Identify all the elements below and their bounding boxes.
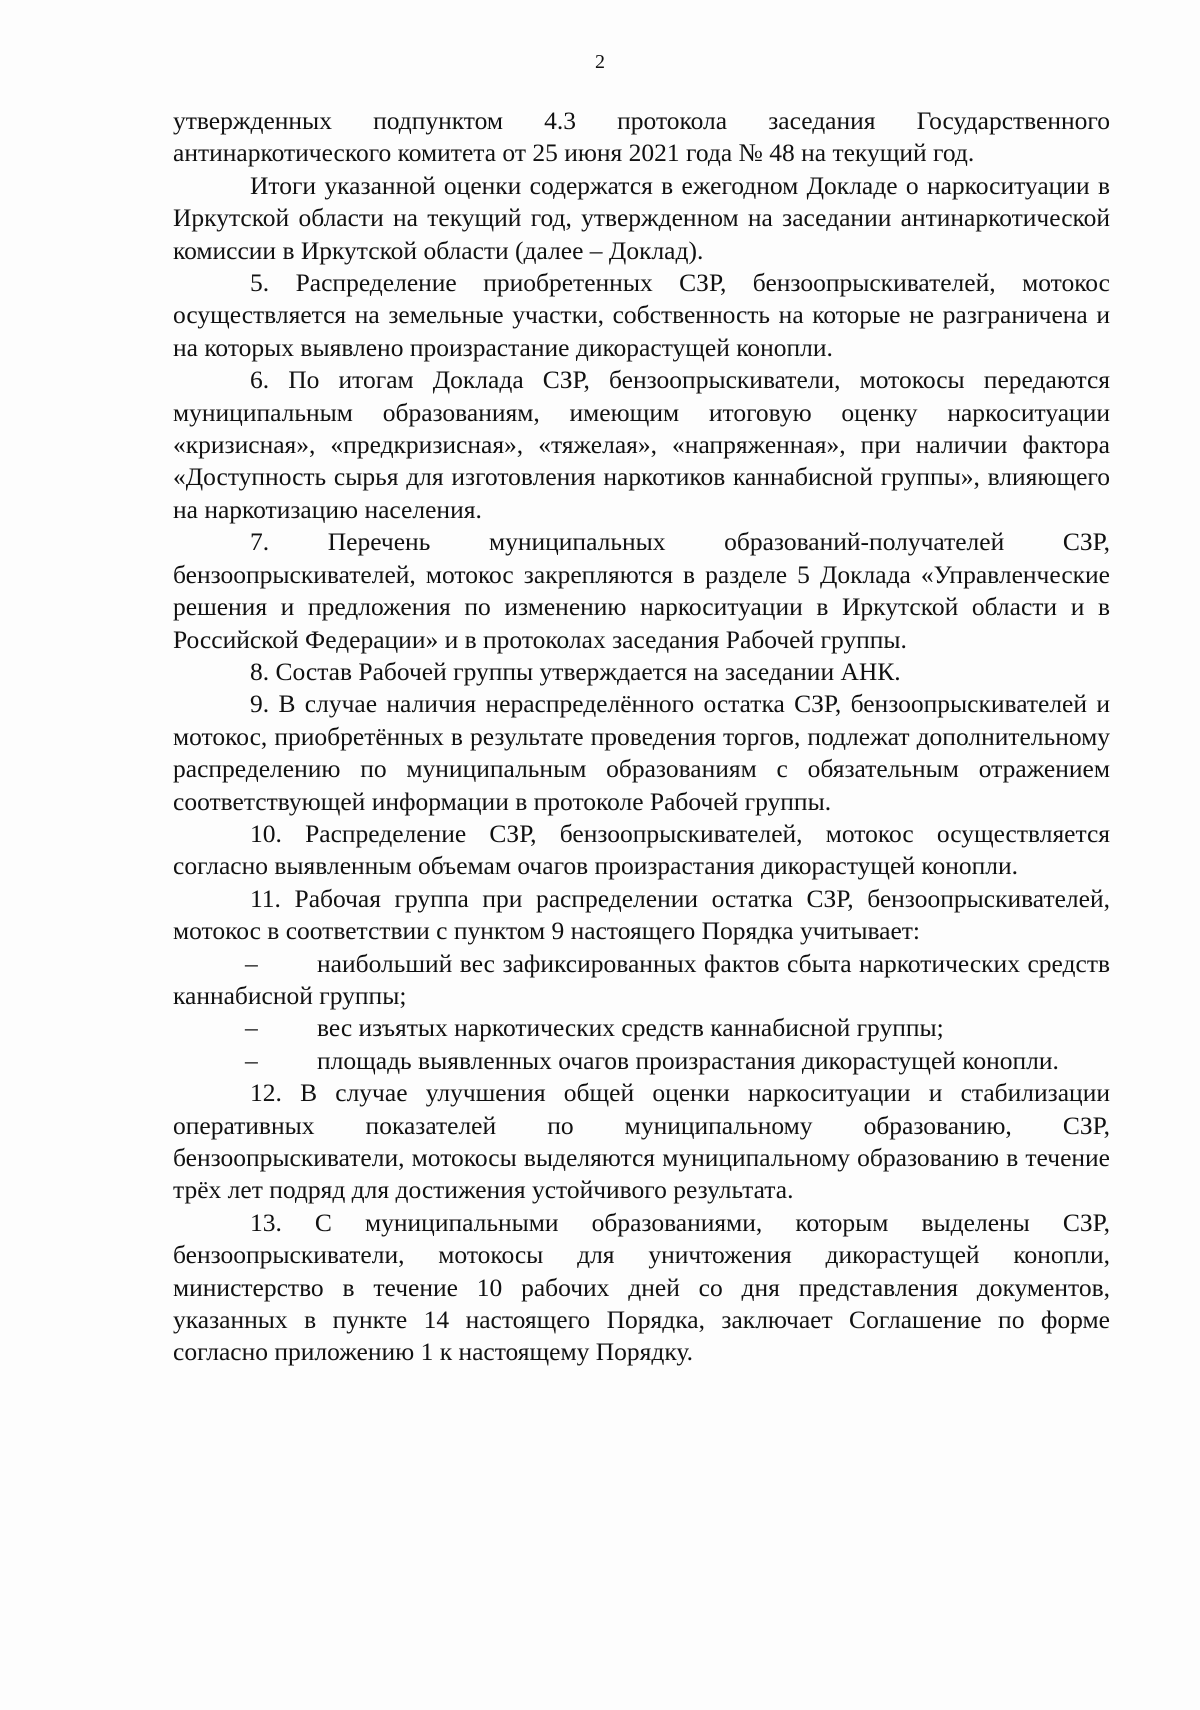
paragraph-item-8: 8. Состав Рабочей группы утверждается на заседании АНК. [250,656,901,686]
paragraph-item-5: 5. Распределение приобретенных СЗР, бензоопрыскивателей, мотокос осуществляется на земельные участки, собственность на которые не разграничена и на которых выявлено произрастание дикорастущей конопли. [173,268,1110,362]
list-item-text: наибольший вес зафиксированных фактов сбыта наркотических средств каннабисной группы; [173,948,1110,1010]
paragraph-item-13: 13. С муниципальными образованиями, которым выделены СЗР, бензоопрыскиватели, мотокосы для уничтожения дикорастущей конопли, министерство в течение 10 рабочих дней со дня представления документов, указанных в пункте 14 настоящего Порядка, заключает Соглашение по форме согласно приложению 1 к настоящему Порядку. [173,1207,1110,1367]
document-body [173,105,1110,1369]
paragraph-results: Итоги указанной оценки содержатся в ежегодном Докладе о наркоситуации в Иркутской области на текущий год, утвержденном на заседании антинаркотической комиссии в Иркутской области (далее – Доклад). [173,170,1110,265]
dash-marker: – [245,1013,258,1043]
list-item [173,1012,1110,1044]
paragraph-item-12: 12. В случае улучшения общей оценки наркоситуации и стабилизации оперативных показателей по муниципальному образованию, СЗР, бензоопрыскиватели, мотокосы выделяются муниципальному образованию в течение трёх лет подряд для достижения устойчивого результата. [173,1078,1110,1205]
list-item [173,948,1110,1013]
paragraph-item-11: 11. Рабочая группа при распределении остатка СЗР, бензоопрыскивателей, мотокос в соответствии с пунктом 9 настоящего Порядка учитывает: [173,883,1110,946]
paragraph-continuation: утвержденных подпунктом 4.3 протокола заседания Государственного антинаркотического комитета от 25 июня 2021 года № 48 на текущий год. [173,106,1110,168]
list-item-text: площадь выявленных очагов произрастания дикорастущей конопли. [317,1045,1059,1075]
paragraph-item-6: 6. По итогам Доклада СЗР, бензоопрыскиватели, мотокосы передаются муниципальным образованиям, имеющим итоговую оценку наркоситуации «кризисная», «предкризисная», «тяжелая», «напряженная», при наличии фактора «Доступность сырья для изготовления наркотиков каннабисной группы», влияющего на наркотизацию населения. [173,365,1110,524]
dash-marker: – [245,948,258,978]
paragraph-item-7: 7. Перечень муниципальных образований-получателей СЗР, бензоопрыскивателей, мотокос закрепляются в разделе 5 Доклада «Управленческие решения и предложения по изменению наркоситуации в Иркутской области и в Российской Федерации» и в протоколах заседания Рабочей группы. [173,527,1110,654]
page-number: 2 [595,51,605,73]
paragraph-item-10: 10. Распределение СЗР, бензоопрыскивателей, мотокос осуществляется согласно выявленным объемам очагов произрастания дикорастущей конопли. [173,818,1110,881]
list-item-text: вес изъятых наркотических средств каннабисной группы; [317,1013,944,1043]
paragraph-item-9: 9. В случае наличия нераспределённого остатка СЗР, бензоопрыскивателей и мотокос, приобретённых в результате проведения торгов, подлежат дополнительному распределению по муниципальным образованиям с обязательным отражением соответствующей информации в протоколе Рабочей группы. [173,689,1110,816]
dash-marker: – [245,1045,258,1075]
list-item [173,1045,1110,1077]
